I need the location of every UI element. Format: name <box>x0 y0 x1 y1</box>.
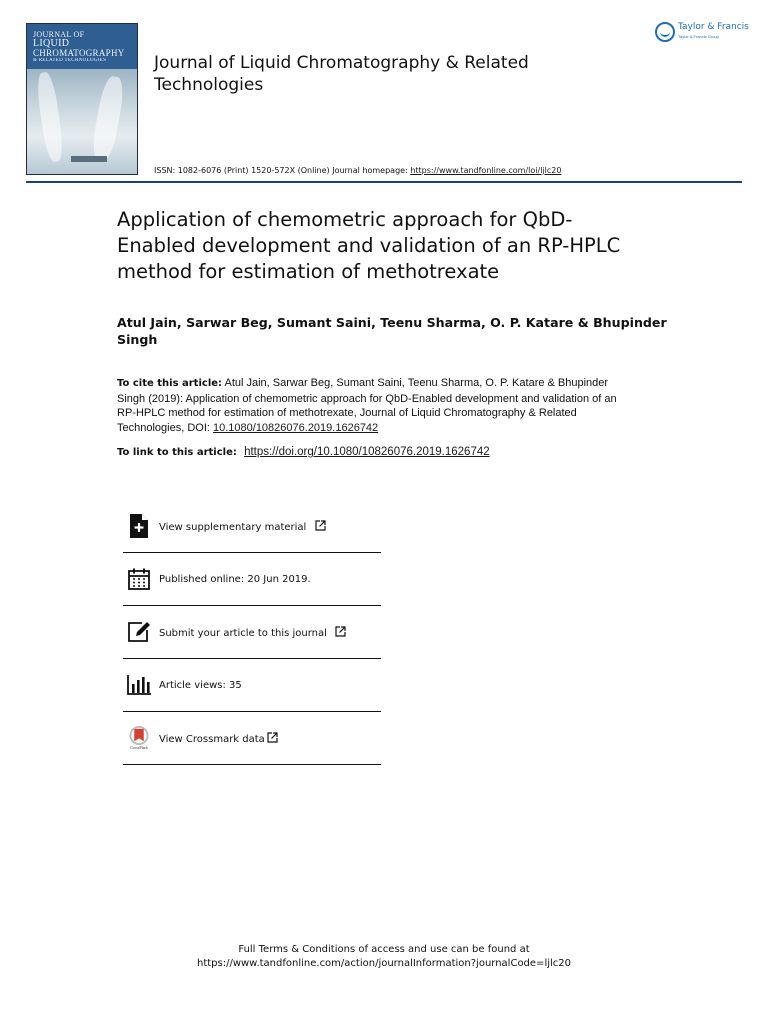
action-published-online <box>123 553 381 606</box>
external-link-icon <box>335 626 346 637</box>
publisher-name: Taylor & Francis <box>678 22 749 32</box>
publisher-logo[interactable] <box>655 22 749 42</box>
cover-text-line: CHROMATOGRAPHY <box>33 48 125 58</box>
external-link-icon <box>315 520 326 531</box>
header-divider <box>26 181 742 183</box>
action-supplementary[interactable] <box>123 500 381 553</box>
citation-label: To cite this article: <box>117 378 223 389</box>
action-submit-article[interactable] <box>123 606 381 659</box>
bar-chart-icon <box>127 673 151 697</box>
article-authors: Atul Jain, Sarwar Beg, Sumant Saini, Teenu Sharma, O. P. Katare & Bhupinder Singh <box>117 315 667 347</box>
journal-title[interactable]: Journal of Liquid Chromatography & Related Technologies <box>154 53 529 95</box>
action-article-views <box>123 659 381 712</box>
edit-icon <box>127 620 151 644</box>
issn-text: ISSN: 1082-6076 (Print) 1520-572X (Online) Journal homepage: <box>154 166 411 175</box>
footer-terms <box>0 943 768 971</box>
cover-publisher-logo <box>71 156 107 162</box>
footer-terms-line: Full Terms & Conditions of access and use can be found at <box>238 944 530 955</box>
submit-article-label: Submit your article to this journal <box>159 627 327 639</box>
journal-cover-image <box>26 23 138 175</box>
article-doi-url[interactable]: https://doi.org/10.1080/10826076.2019.1626742 <box>244 446 490 458</box>
doi-link[interactable]: 10.1080/10826076.2019.1626742 <box>213 421 379 434</box>
article-link-line <box>117 446 490 458</box>
published-online-label: Published online: 20 Jun 2019. <box>159 573 311 585</box>
article-link-label: To link to this article: <box>117 447 237 458</box>
issn-line <box>154 166 561 175</box>
article-views-label: Article views: 35 <box>159 679 242 691</box>
citation-block <box>117 376 632 435</box>
cover-text-line: JOURNAL OF <box>33 30 85 39</box>
cover-text-line: & RELATED TECHNOLOGIES <box>33 58 107 63</box>
article-actions <box>123 500 381 765</box>
crossmark-badge-text: CrossMark <box>130 745 148 750</box>
article-title: Application of chemometric approach for QbD-Enabled development and validation of an RP-HPLC method for estimation of methotrexate <box>117 208 621 283</box>
publisher-logo-icon <box>655 22 675 42</box>
publisher-group: Taylor & Francis Group <box>678 34 719 39</box>
crossmark-label: View Crossmark data <box>159 733 265 745</box>
external-link-icon <box>267 732 278 743</box>
citation-text: Atul Jain, Sarwar Beg, Sumant Saini, Teenu Sharma, O. P. Katare & Bhupinder Singh (2019): Application of chemometric approach for QbD-Enabled development and validation of an RP-HPLC method for estimation of methotrexate, Journal of Liquid Chromatography & Related Technologies, DOI: <box>117 377 617 434</box>
calendar-icon <box>127 567 151 591</box>
file-plus-icon <box>127 514 151 538</box>
cover-text-line: LIQUID <box>33 38 70 49</box>
supplementary-label: View supplementary material <box>159 521 307 533</box>
journal-homepage-link[interactable]: https://www.tandfonline.com/loi/ljlc20 <box>410 166 562 175</box>
action-crossmark[interactable] <box>123 712 381 765</box>
crossmark-icon <box>127 726 151 750</box>
footer-terms-url[interactable]: https://www.tandfonline.com/action/journalInformation?journalCode=ljlc20 <box>196 958 571 969</box>
